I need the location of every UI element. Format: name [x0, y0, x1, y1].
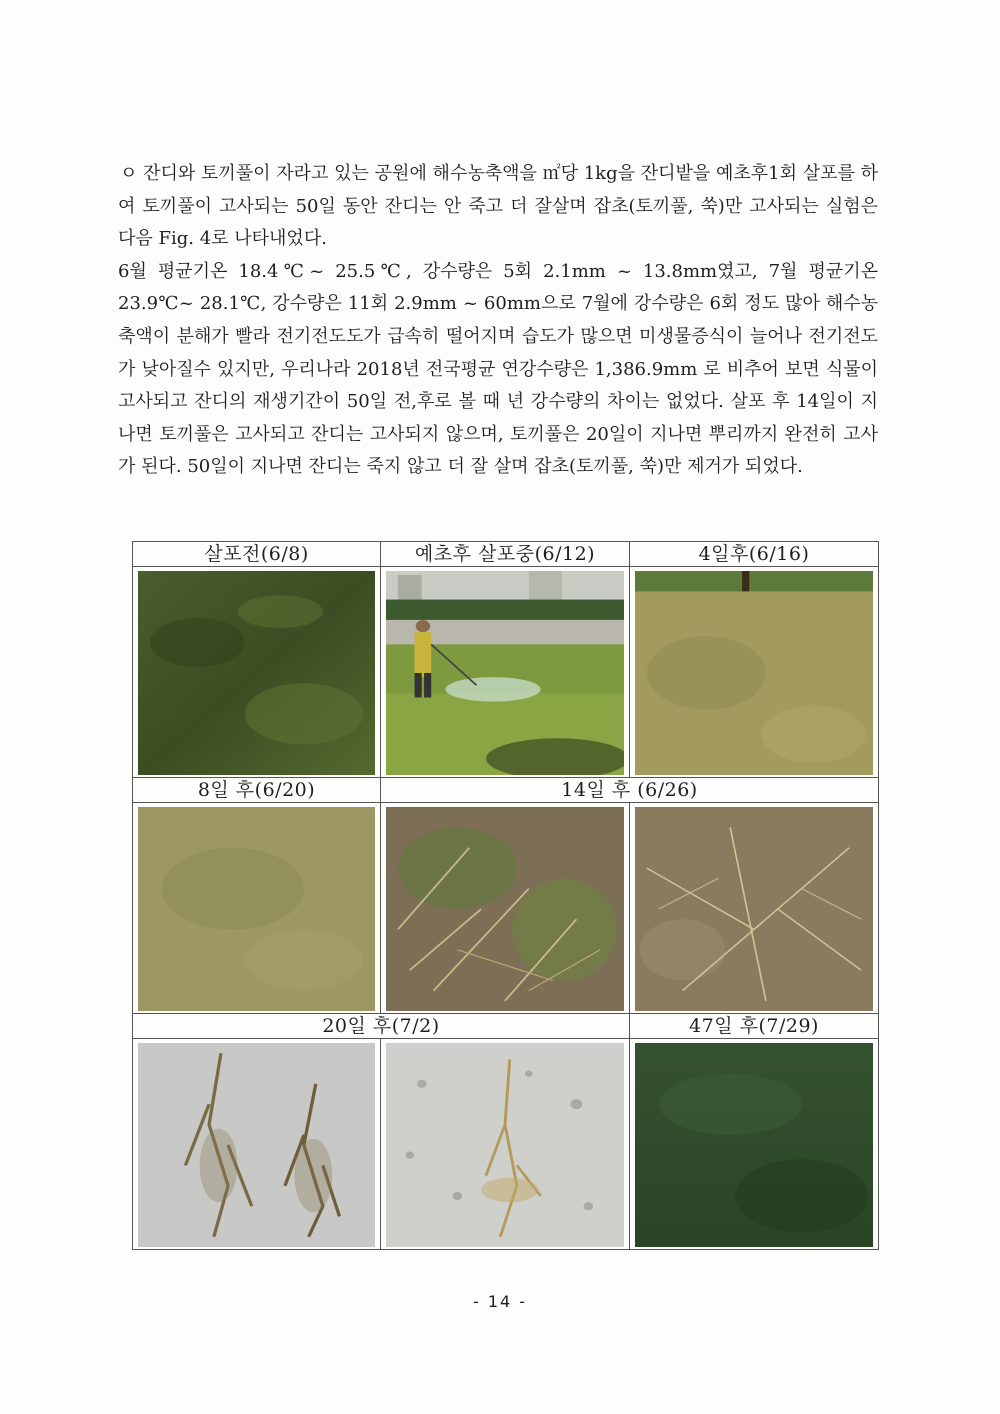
photo-day20-roots-a	[133, 1039, 381, 1250]
paragraph-intro: ㅇ 잔디와 토끼풀이 자라고 있는 공원에 해수농축액을 ㎡당 1kg을 잔디밭을 예초후1회 살포를 하여 토끼풀이 고사되는 50일 동안 잔디는 안 죽고 더 잘살며 잡초(토끼풀, 쑥)만 고사되는 실험은 다음 Fig. 4로 나타내었다.	[118, 163, 878, 250]
body-text	[118, 158, 878, 484]
photo-day47	[630, 1039, 879, 1250]
caption-day14: 14일 후 (6/26)	[381, 778, 879, 803]
caption-day47: 47일 후(7/29)	[630, 1014, 879, 1039]
photo-spraying	[381, 567, 630, 778]
photo-day4	[630, 567, 879, 778]
caption-before-spray: 살포전(6/8)	[133, 542, 381, 567]
photo-day8	[133, 803, 381, 1014]
photo-before-spray	[133, 567, 381, 778]
paragraph-weather: 6월 평균기온 18.4℃~ 25.5℃, 강수량은 5회 2.1mm ~ 13.8mm였고, 7월 평균기온 23.9℃~ 28.1℃, 강수량은 11회 2.9mm ~ 60mm으로 7월에 강수량은 6회 정도 많아 해수농축액이 분해가 빨라 전기전도도가 급속히 떨어지며 습도가 많으면 미생물증식이 늘어나 전기전도가 낮아질수 있지만, 우리나라 2018년 전국평균 연강수량은 1,386.9mm 로 비추어 보면 식물이 고사되고 잔디의 재생기간이 50일 전,후로 볼 때 년 강수량의 차이는 없었다. 살포 후 14일이 지나면 토끼풀은 고사되고 잔디는 고사되지 않으며, 토끼풀은 20일이 지나면 뿌리까지 완전히 고사가 된다. 50일이 지나면 잔디는 죽지 않고 더 잘 살며 잡초(토끼풀, 쑥)만 제거가 되었다.	[118, 260, 878, 478]
photo-day14-closeup-b	[630, 803, 879, 1014]
caption-day8: 8일 후(6/20)	[133, 778, 381, 803]
photo-day14-closeup-a	[381, 803, 630, 1014]
caption-spraying: 예초후 살포중(6/12)	[381, 542, 630, 567]
caption-day4: 4일후(6/16)	[630, 542, 879, 567]
figure-photo-table	[132, 541, 879, 1250]
page-number: - 14 -	[472, 1292, 528, 1311]
photo-day20-roots-b	[381, 1039, 630, 1250]
caption-day20: 20일 후(7/2)	[133, 1014, 630, 1039]
